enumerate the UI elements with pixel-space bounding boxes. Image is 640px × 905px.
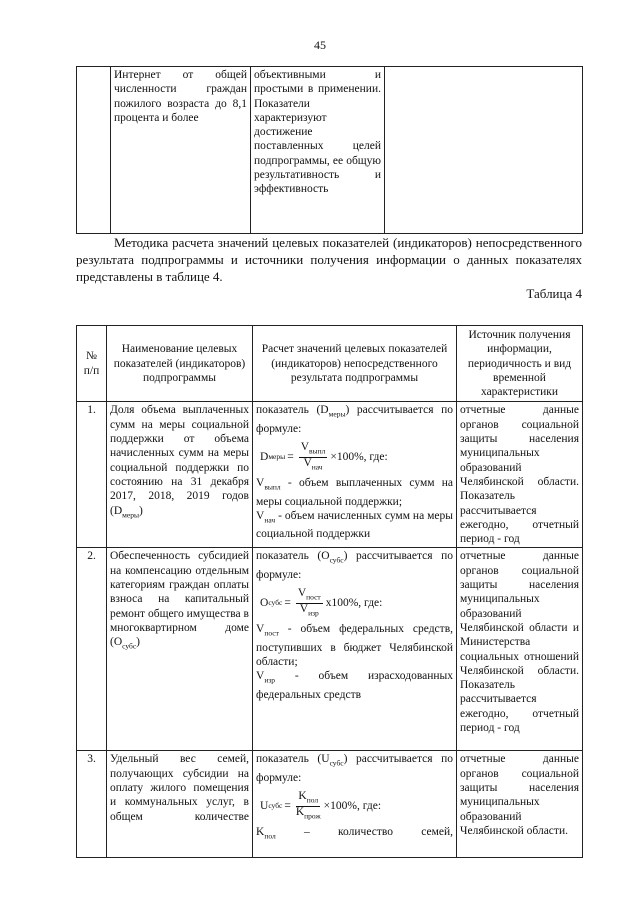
table-row	[77, 751, 583, 858]
row-number: 2.	[77, 548, 107, 751]
indicator-name: Удельный вес семей, получающих субсидии на оплату жилого помещения и коммунальных услуг, в общем количестве	[107, 751, 253, 858]
row-number: 1.	[77, 402, 107, 548]
indicator-name: Доля объема выплаченных сумм на меры социальной поддержки от объема начисленных сумм на меры социальной поддержки по состоянию на 31 декабря 2017, 2018, 2019 годов $(D_{меры})$	[107, 402, 253, 548]
table-cell-empty	[77, 67, 111, 234]
indicators-table	[76, 325, 583, 858]
table-row	[77, 67, 583, 234]
continued-table	[76, 66, 583, 234]
header-calc: Расчет значений целевых показателей (индикаторов) непосредственного результата подпрограммы	[253, 326, 457, 402]
table-row	[77, 402, 583, 548]
calc-cell: показатель $(D_{меры})$ рассчитывается по формуле: D меры = $\frac{V_{выпл}}{V_{нач}}$ ×100%, где: $V_{выпл}$ - объем выплаченных сумм на меры социальной поддержки; $V_{нач}$ - объем начисленных сумм на меры социальной поддержки	[253, 402, 457, 548]
indicator-name: Обеспеченность субсидией на компенсацию отдельным категориям граждан оплаты взноса на капитальный ремонт общего имущества в многоквартирном доме $(О_{субс})$	[107, 548, 253, 751]
source-cell: отчетные данные органов социальной защиты населения муниципальных образований Челябинской области. Показатель рассчитывается ежегодно, отчетный период - год	[457, 402, 583, 548]
calc-cell: показатель $(U_{субс})$ рассчитывается по формуле: U субс = $\frac{K_{пол}}{K_{прож}}$ ×100%, где: $K_{пол}$ – количество семей,	[253, 751, 457, 858]
header-name: Наименование целевых показателей (индикаторов) подпрограммы	[107, 326, 253, 402]
intro-paragraph: Методика расчета значений целевых показателей (индикаторов) непосредственного результата подпрограммы и источники получения информации о данных показателях представлены в таблице 4.	[76, 235, 582, 284]
page-number: 45	[314, 38, 326, 52]
calc-cell: показатель $(О_{субс})$ рассчитывается по формуле: О субс = $\frac{V_{пост}}{V_{изр}}$ x100%, где: $V_{пост}$ - объем федеральных средств, поступивших в бюджет Челябинской области; $V_{изр}$ - объем израсходованных федеральных средств	[253, 548, 457, 751]
header-source: Источник получения информации, периодичность и вид временной характеристики	[457, 326, 583, 402]
row-number: 3.	[77, 751, 107, 858]
table-row	[77, 548, 583, 751]
table-caption: Таблица 4	[526, 286, 582, 301]
formula: U субс = $\frac{K_{пол}}{K_{прож}}$ ×100%, где:	[260, 790, 382, 820]
source-cell: отчетные данные органов социальной защиты населения муниципальных образований Челябинской области.	[457, 751, 583, 858]
table-header-row	[77, 326, 583, 402]
indicator-cell: Интернет от общей численности граждан пожилого возраста до 8,1 процента и более	[111, 67, 251, 234]
formula: D меры = $\frac{V_{выпл}}{V_{нач}}$ ×100%, где:	[260, 441, 388, 471]
source-cell: отчетные данные органов социальной защиты населения муниципальных образований Челябинской области и Министерства социальных отношений Челябинской области. Показатель рассчитывается ежегодно, отчетный период - год	[457, 548, 583, 751]
formula: О субс = $\frac{V_{пост}}{V_{изр}}$ x100%, где:	[260, 587, 383, 617]
header-num: № п/п	[77, 326, 107, 402]
description-cell: объективными и простыми в применении. Показатели характеризуют достижение поставленных целей подпрограммы, ее общую результативность и эффективность	[251, 67, 385, 234]
table-cell-empty	[385, 67, 583, 234]
